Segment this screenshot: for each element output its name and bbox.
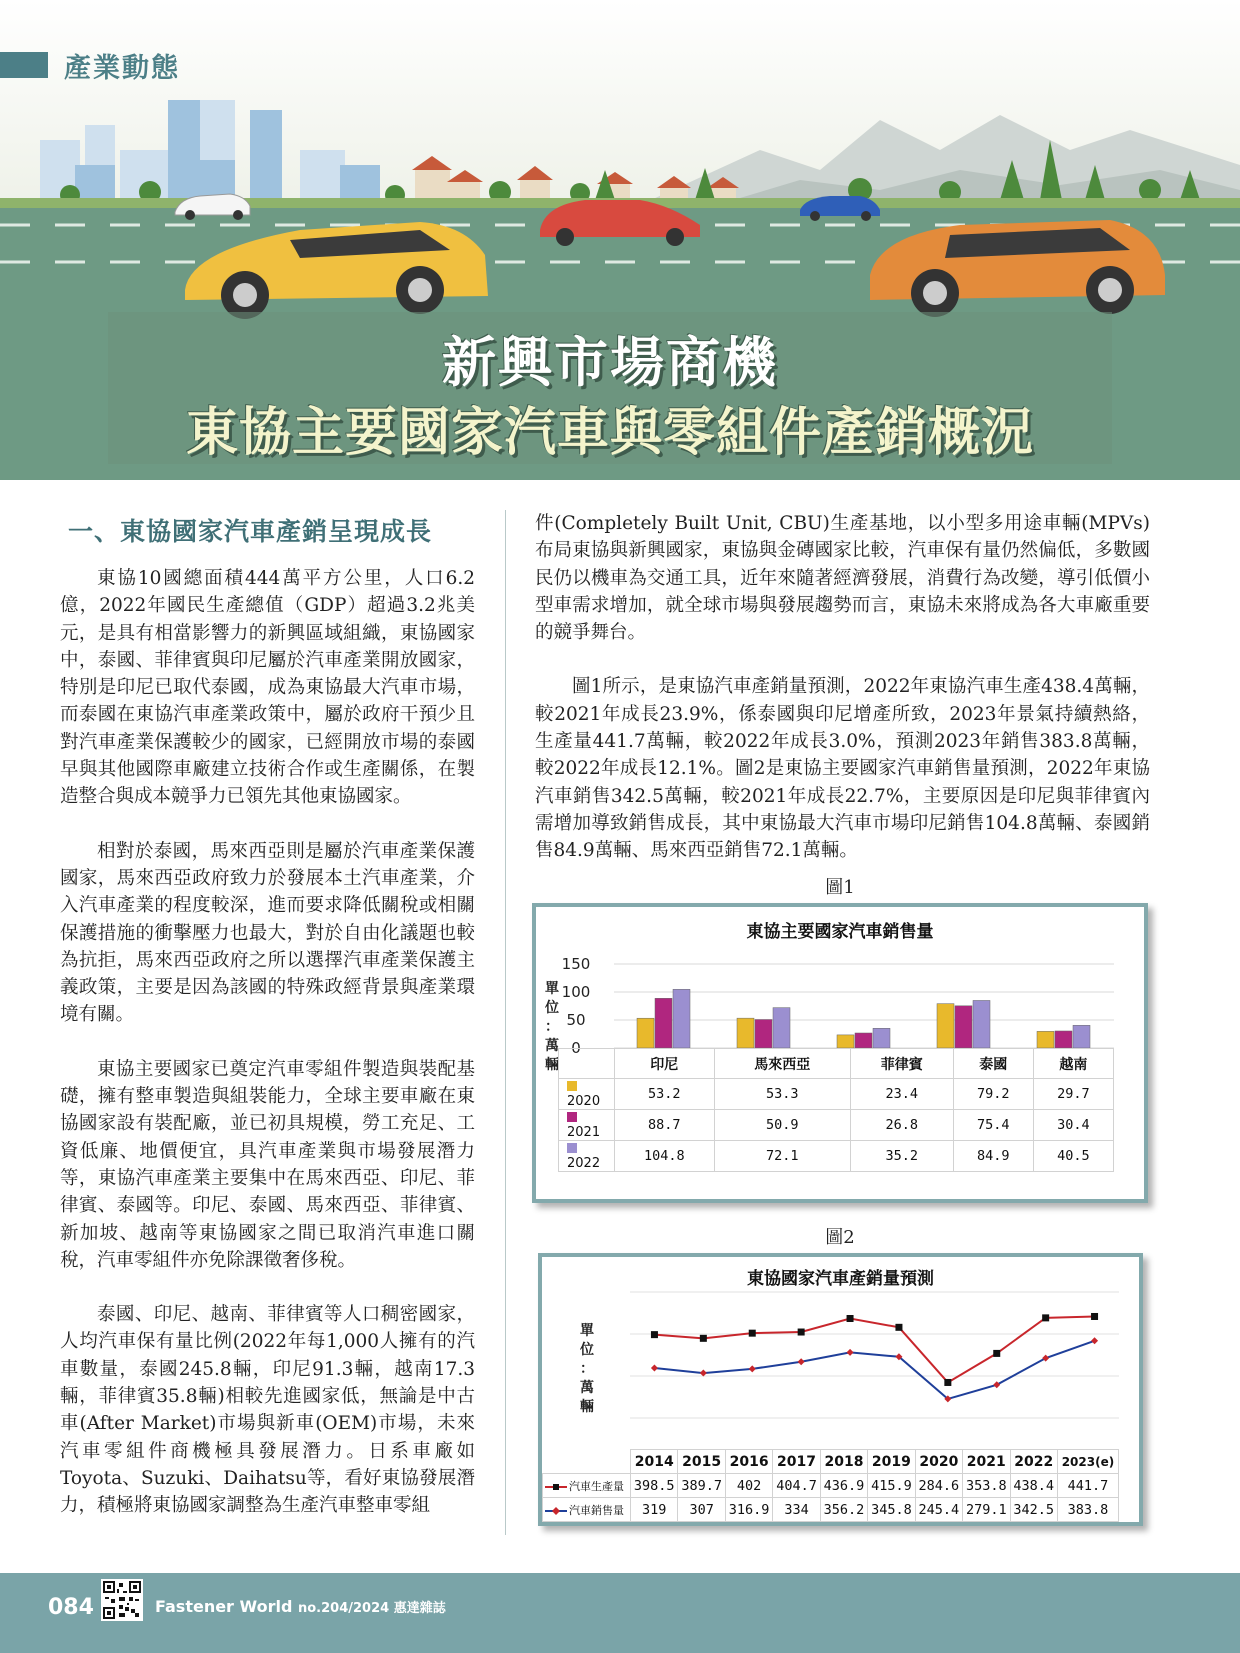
bar-2022-越南 — [1073, 1025, 1090, 1048]
table-cell: 75.4 — [953, 1110, 1033, 1141]
table-cell: 415.9 — [868, 1474, 915, 1498]
table-cell: 84.9 — [953, 1141, 1033, 1172]
table-cell: 284.6 — [915, 1474, 962, 1498]
table-cell: 29.7 — [1033, 1079, 1113, 1110]
legend-label: 2020 — [567, 1094, 601, 1109]
legend-swatch — [567, 1112, 577, 1122]
chart2-data-table — [542, 1449, 1119, 1522]
bar-2020-泰國 — [937, 1004, 954, 1048]
hero-banner — [0, 0, 1240, 480]
table-cell: 53.2 — [615, 1079, 715, 1110]
bar-2021-泰國 — [955, 1006, 972, 1048]
table-row — [543, 1474, 1119, 1498]
table-col-header: 菲律賓 — [850, 1049, 953, 1079]
title-banner — [108, 312, 1112, 464]
table-header-row — [559, 1049, 1114, 1079]
section-tag-label: 產業動態 — [64, 52, 180, 84]
table-cell: 307 — [678, 1498, 725, 1522]
figure1-caption: 圖1 — [825, 877, 855, 898]
point-汽車生產量-2021 — [993, 1350, 1000, 1357]
table-cell: 345.8 — [868, 1498, 915, 1522]
bar-2021-越南 — [1055, 1031, 1072, 1048]
table-col-header: 2015 — [678, 1450, 725, 1474]
table-row — [559, 1110, 1114, 1141]
y-tick-label: 100 — [561, 983, 591, 1001]
table-cell: 404.7 — [773, 1474, 820, 1498]
table-col-header: 2023(e) — [1057, 1450, 1118, 1474]
magazine-name — [155, 1597, 446, 1616]
legend-label: 汽車銷售量 — [569, 1503, 624, 1517]
table-cell: 245.4 — [915, 1498, 962, 1522]
table-col-header: 2016 — [725, 1450, 772, 1474]
table-cell: 35.2 — [850, 1141, 953, 1172]
point-汽車生產量-2022 — [1042, 1314, 1049, 1321]
page-number: 084 — [48, 1595, 94, 1620]
legend-label: 2021 — [567, 1125, 601, 1140]
qr-code-graphic — [103, 1581, 141, 1619]
y-tick-label: 150 — [561, 955, 591, 973]
table-cell: 50.9 — [714, 1110, 850, 1141]
legend-2020 — [559, 1079, 615, 1110]
paragraph: 東協10國總面積444萬平方公里，人口6.2億，2022年國民生產總值（GDP）超過3.2兆美元，是具有相當影響力的新興區域組織，東協國家中，泰國、菲律賓與印尼屬於汽車產業開放國家，特別是印尼已取代泰國，成為東協最大汽車市場，而泰國在東協汽車產業政策中，屬於政府干預少且對汽車產業保護較少的國家，已經開放市場的泰國早與其他國際車廠建立技術合作或生產關係，在製造整合與成本競爭力已領先其他東協國家。 — [60, 568, 475, 808]
bar-2022-馬來西亞 — [773, 1008, 790, 1048]
right-column — [535, 510, 1150, 892]
article-title-line1: 新興市場商機 — [442, 331, 778, 394]
table-cell: 342.5 — [1010, 1498, 1057, 1522]
bar-2022-印尼 — [673, 989, 690, 1048]
point-汽車生產量-2018 — [847, 1315, 854, 1322]
table-cell: 40.5 — [1033, 1141, 1113, 1172]
table-header-row — [543, 1450, 1119, 1474]
bar-chart-sales — [532, 903, 1148, 1203]
table-col-header: 2019 — [868, 1450, 915, 1474]
table-cell: 26.8 — [850, 1110, 953, 1141]
article-title-line2: 東協主要國家汽車與零組件產銷概況 — [185, 403, 1034, 463]
table-cell: 316.9 — [725, 1498, 772, 1522]
table-cell: 436.9 — [820, 1474, 867, 1498]
point-汽車生產量-2019 — [895, 1324, 902, 1331]
table-cell: 438.4 — [1010, 1474, 1057, 1498]
legend-swatch — [567, 1143, 577, 1153]
table-row — [559, 1079, 1114, 1110]
chart1-unit-label: 單 位 ： 萬 輛 — [545, 981, 559, 1073]
table-cell: 88.7 — [615, 1110, 715, 1141]
table-col-header: 2017 — [773, 1450, 820, 1474]
point-汽車銷售量-2018 — [847, 1349, 854, 1356]
legend-label: 2022 — [567, 1156, 601, 1171]
point-汽車銷售量-2016 — [749, 1365, 756, 1372]
chart2-title: 東協國家汽車產銷量預測 — [747, 1269, 934, 1289]
legend-label: 汽車生產量 — [569, 1479, 624, 1493]
table-cell: 104.8 — [615, 1141, 715, 1172]
table-col-header: 2022 — [1010, 1450, 1057, 1474]
bar-2020-馬來西亞 — [737, 1018, 754, 1048]
table-col-header: 2021 — [963, 1450, 1010, 1474]
point-汽車銷售量-2014 — [651, 1365, 658, 1372]
table-corner — [543, 1450, 631, 1474]
bar-2020-印尼 — [637, 1018, 654, 1048]
bar-2020-越南 — [1037, 1031, 1054, 1048]
table-col-header: 馬來西亞 — [714, 1049, 850, 1079]
line-汽車銷售量 — [654, 1341, 1094, 1399]
table-cell: 23.4 — [850, 1079, 953, 1110]
point-汽車生產量-2016 — [749, 1330, 756, 1337]
table-cell: 53.3 — [714, 1079, 850, 1110]
chart1-title: 東協主要國家汽車銷售量 — [746, 922, 934, 942]
bar-2021-馬來西亞 — [755, 1019, 772, 1048]
chart2-unit-label: 單 位 ： 萬 輛 — [580, 1323, 594, 1415]
table-cell: 279.1 — [963, 1498, 1010, 1522]
magazine-issue: no.204/2024 惠達雜誌 — [298, 1601, 446, 1616]
table-cell: 441.7 — [1057, 1474, 1118, 1498]
legend-swatch — [567, 1081, 577, 1091]
y-tick-label: 50 — [566, 1011, 586, 1029]
bar-2022-菲律賓 — [873, 1028, 890, 1048]
section-heading: 一、東協國家汽車產銷呈現成長 — [68, 517, 433, 546]
paragraph: 圖1所示，是東協汽車產銷量預測，2022年東協汽車生產438.4萬輛，較2021年成長23.9%，係泰國與印尼增產所致，2023年景氣持續熱絡，生產量441.7萬輛，較2022年成長3.0%，預測2023年銷售383.8萬輛，較2022年成長12.1%。圖2是東協主要國家汽車銷售量預測，2022年東協汽車銷售342.5萬輛，較2021年成長22.7%，主要原因是印尼與菲律賓內需增加導致銷售成長，其中東協最大汽車市場印尼銷售104.8萬輛、泰國銷售84.9萬輛、馬來西亞銷售72.1萬輛。 — [535, 676, 1150, 862]
legend-line-square-icon — [545, 1481, 567, 1493]
section-tag — [0, 50, 180, 84]
table-cell: 356.2 — [820, 1498, 867, 1522]
table-cell: 389.7 — [678, 1474, 725, 1498]
table-cell: 30.4 — [1033, 1110, 1113, 1141]
bar-2022-泰國 — [973, 1000, 990, 1048]
chart1-data-table — [558, 1048, 1114, 1172]
table-col-header: 越南 — [1033, 1049, 1113, 1079]
table-cell: 334 — [773, 1498, 820, 1522]
paragraph: 相對於泰國，馬來西亞則是屬於汽車產業保護國家，馬來西亞政府致力於發展本土汽車產業，介入汽車產業的程度較深，進而要求降低關稅或相關保護措施的衝擊壓力也最大，對於自由化議題也較為抗拒，馬來西亞政府之所以選擇汽車產業保護主義政策，主要是因為該國的特殊政經背景與產業環境有關。 — [60, 840, 475, 1026]
table-cell: 319 — [631, 1498, 678, 1522]
page-footer — [0, 1573, 1240, 1653]
point-汽車生產量-2023(e) — [1091, 1313, 1098, 1320]
table-cell: 72.1 — [714, 1141, 850, 1172]
table-corner — [559, 1049, 615, 1079]
figure2-caption: 圖2 — [825, 1227, 855, 1248]
table-col-header: 2014 — [631, 1450, 678, 1474]
point-汽車銷售量-2017 — [798, 1358, 805, 1365]
legend-2022 — [559, 1141, 615, 1172]
column-divider — [505, 510, 506, 1535]
paragraph: 件(Completely Built Unit, CBU)生產基地，以小型多用途車輛(MPVs)布局東協與新興國家，東協與金磚國家比較，汽車保有量仍然偏低，多數國民仍以機車為交通工具，近年來隨著經濟發展，消費行為改變，導引低價小型車需求增加，就全球市場與發展趨勢而言，東協未來將成為各大車廠重要的競爭舞台。 — [535, 513, 1150, 644]
line-chart-production-sales — [538, 1253, 1143, 1526]
section-tag-bar — [0, 52, 48, 78]
y-tick-label: 0 — [571, 1039, 581, 1057]
table-cell: 402 — [725, 1474, 772, 1498]
table-col-header: 印尼 — [615, 1049, 715, 1079]
table-row — [559, 1141, 1114, 1172]
legend-production — [543, 1474, 631, 1498]
point-汽車生產量-2015 — [700, 1335, 707, 1342]
bar-2021-菲律賓 — [855, 1033, 872, 1048]
legend-sales — [543, 1498, 631, 1522]
point-汽車銷售量-2023(e) — [1091, 1337, 1098, 1344]
table-col-header: 泰國 — [953, 1049, 1033, 1079]
legend-line-diamond-icon — [545, 1505, 567, 1517]
table-col-header: 2020 — [915, 1450, 962, 1474]
bar-2020-菲律賓 — [837, 1035, 854, 1048]
qr-code-icon[interactable] — [101, 1579, 143, 1621]
paragraph: 東協主要國家已奠定汽車零組件製造與裝配基礎，擁有整車製造與組裝能力，全球主要車廠在東協國家設有裝配廠，並已初具規模，勞工充足、工資低廉、地價便宜，具汽車產業與市場發展潛力等，東協汽車產業主要集中在馬來西亞、印尼、菲律賓、泰國等。印尼、泰國、馬來西亞、菲律賓、新加坡、越南等東協國家之間已取消汽車進口關稅，汽車零組件亦免除課徵奢侈稅。 — [60, 1058, 475, 1271]
point-汽車生產量-2014 — [651, 1331, 658, 1338]
table-row — [543, 1498, 1119, 1522]
table-cell: 353.8 — [963, 1474, 1010, 1498]
point-汽車生產量-2020 — [944, 1379, 951, 1386]
left-column — [60, 565, 475, 1547]
bar-2021-印尼 — [655, 998, 672, 1048]
point-汽車生產量-2017 — [798, 1329, 805, 1336]
table-cell: 398.5 — [631, 1474, 678, 1498]
table-col-header: 2018 — [820, 1450, 867, 1474]
magazine-title: Fastener World — [155, 1597, 293, 1616]
legend-2021 — [559, 1110, 615, 1141]
table-cell: 79.2 — [953, 1079, 1033, 1110]
paragraph: 泰國、印尼、越南、菲律賓等人口稠密國家，人均汽車保有量比例(2022年每1,000人擁有的汽車數量，泰國245.8輛，印尼91.3輛，越南17.3輛，菲律賓35.8輛)相較先進國家低，無論是中古車(After Market)市場與新車(OEM)市場，未來汽車零組件商機極具發展潛力。日系車廠如Toyota、Suzuki、Daihatsu等，看好東協發展潛力，積極將東協國家調整為生產汽車整車零組 — [60, 1304, 475, 1517]
table-cell: 383.8 — [1057, 1498, 1118, 1522]
